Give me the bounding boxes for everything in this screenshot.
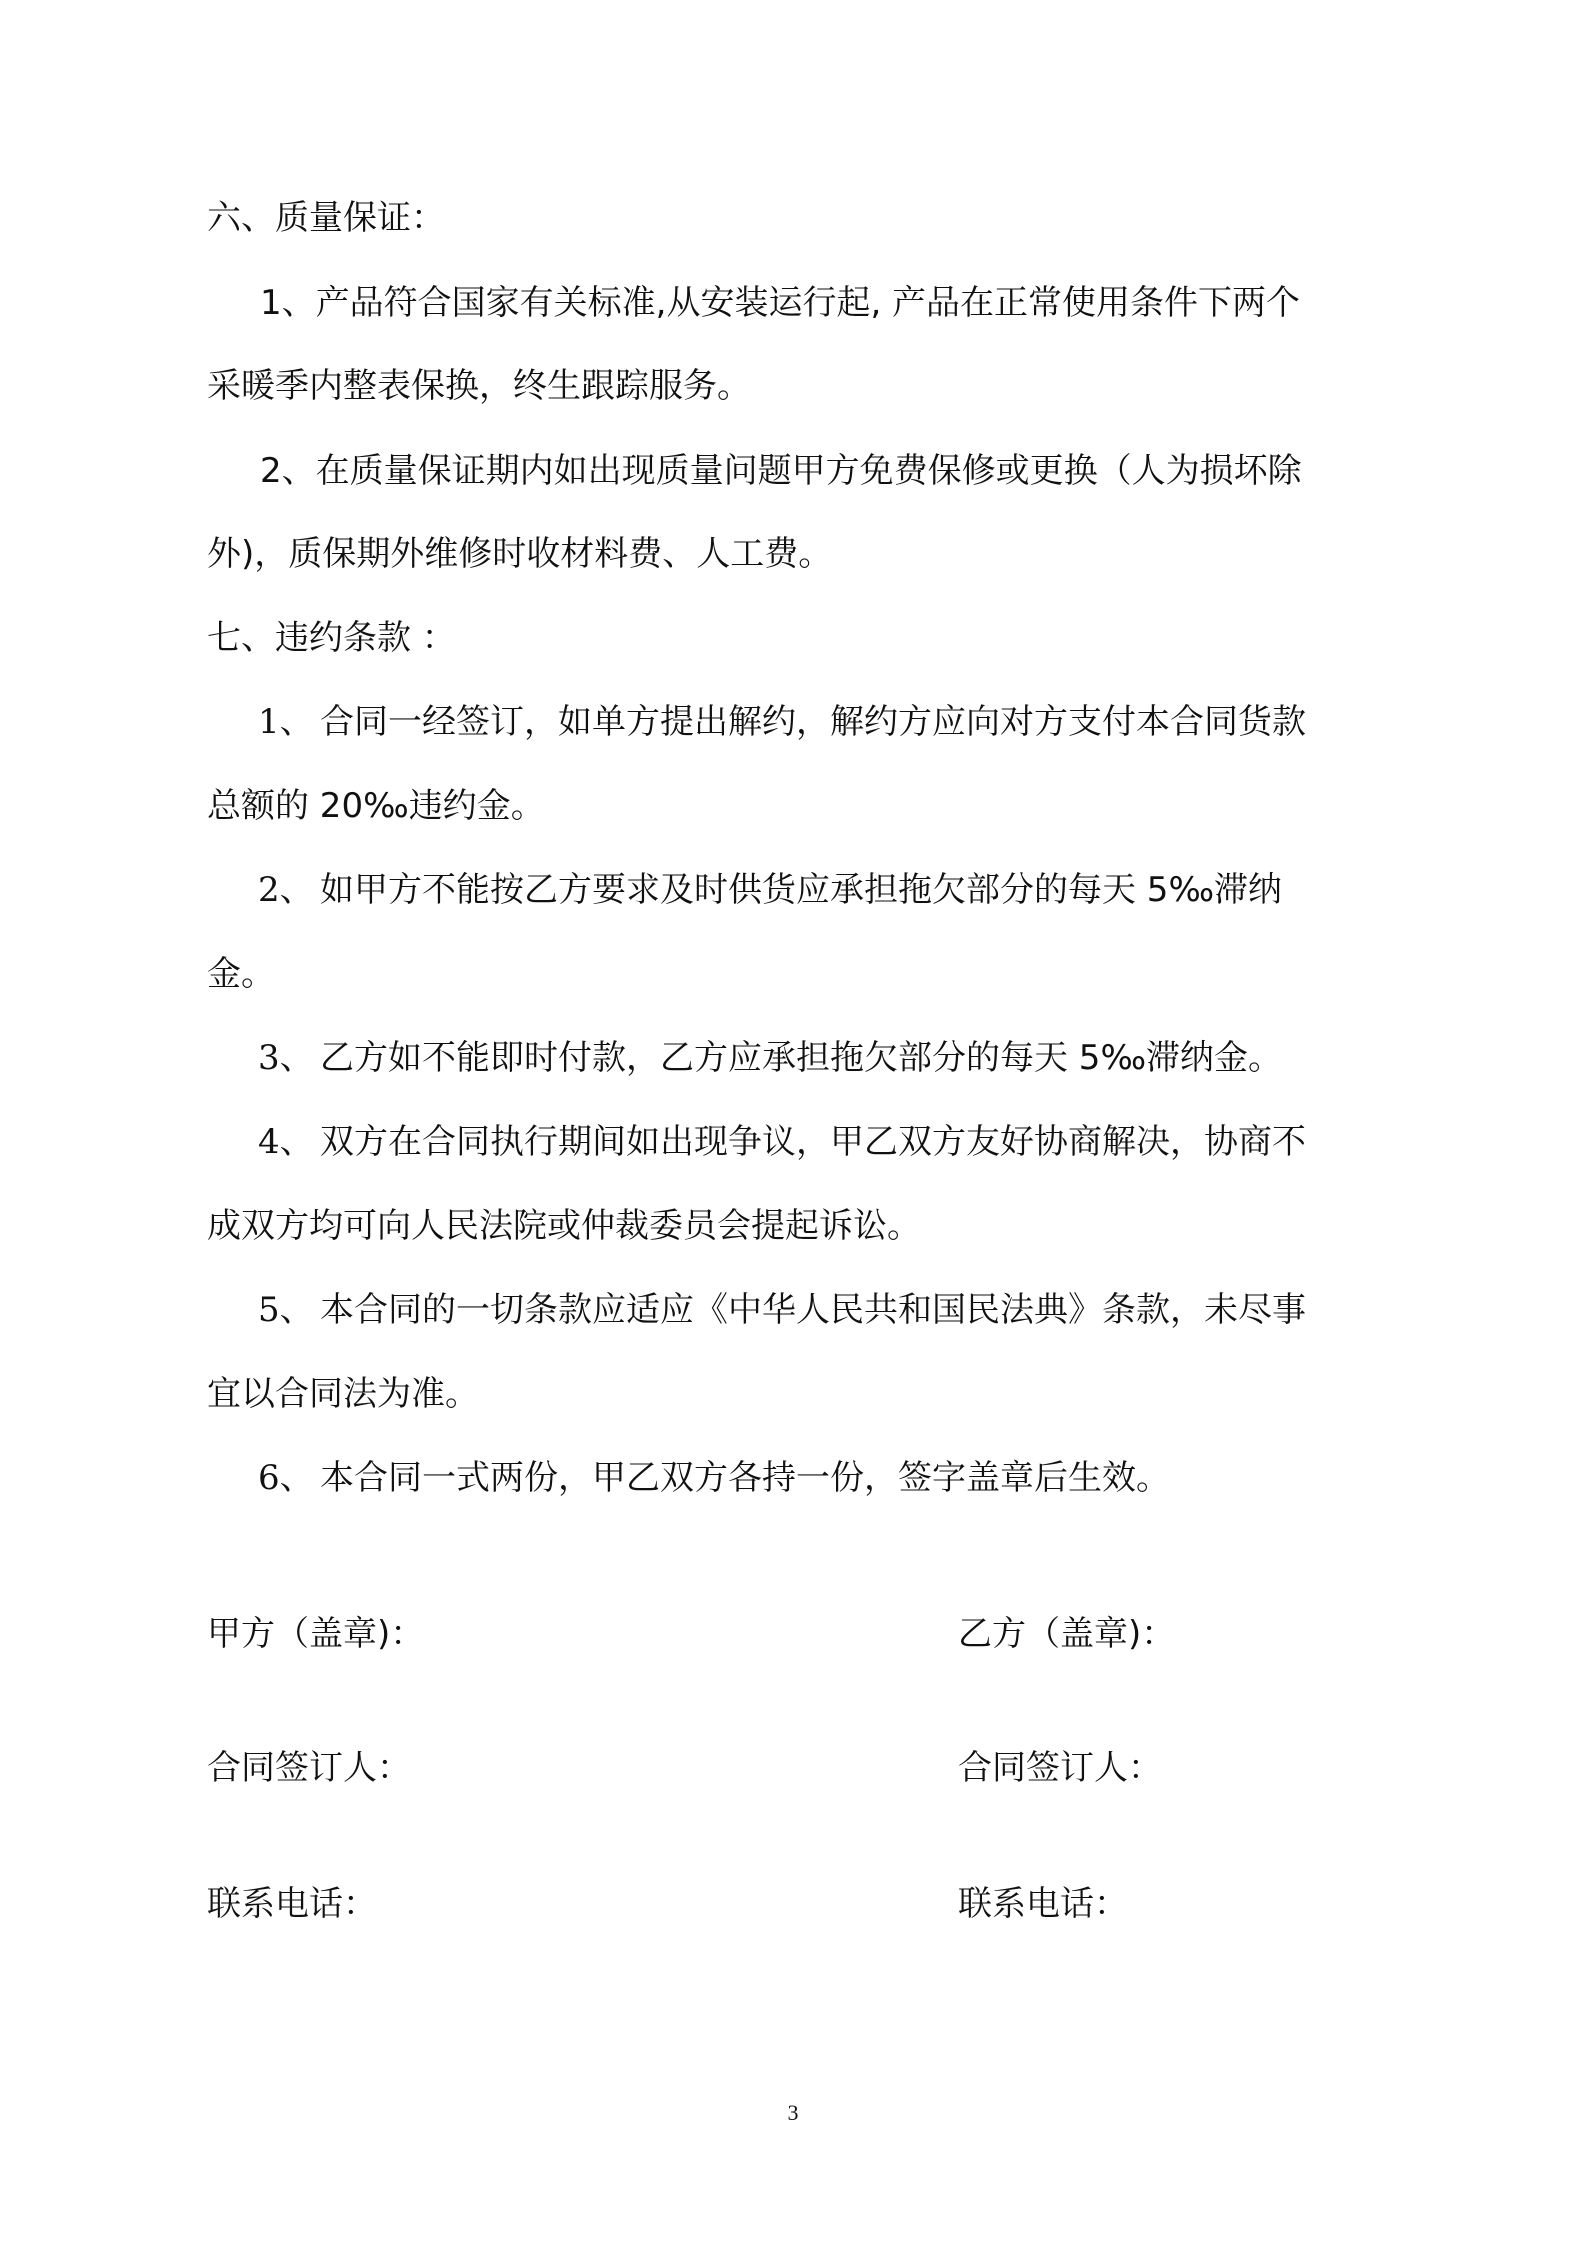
signature-row-phone — [0, 1882, 1586, 1926]
section-7-item-5-line-1: 本合同的一切条款应适应《中华人民共和国民法典》条款，未尽事 — [320, 1290, 1306, 1330]
section-7-item-4-line-2: 成双方均可向人民法院或仲裁委员会提起诉讼。 — [207, 1206, 921, 1246]
section-7-item-1-line-2: 总额的 20‰违约金。 — [207, 786, 545, 826]
section-7-item-2-line-2: 金。 — [207, 954, 275, 994]
party-a-seal-label: 甲方（盖章)： — [207, 1614, 425, 1654]
party-b-signer-label: 合同签订人： — [958, 1748, 1162, 1788]
section-7-item-6-number: 6、 — [258, 1458, 314, 1498]
section-7-item-5-number: 5、 — [258, 1290, 314, 1330]
signature-row-signer — [0, 1746, 1586, 1790]
signature-row-seal — [0, 1612, 1586, 1656]
section-6-item-2-line-2: 外)，质保期外维修时收材料费、人工费。 — [207, 534, 833, 574]
page-number: 3 — [787, 2100, 799, 2125]
party-b-phone-label: 联系电话： — [958, 1884, 1128, 1924]
section-7-title: 七、违约条款 ： — [207, 618, 456, 658]
section-7-item-3-line-1: 乙方如不能即时付款，乙方应承担拖欠部分的每天 5‰滞纳金。 — [320, 1038, 1283, 1078]
section-7-item-4-line-1: 双方在合同执行期间如出现争议，甲乙双方友好协商解决，协商不 — [320, 1122, 1306, 1162]
section-6-item-1-line-1: 1、产品符合国家有关标准,从安装运行起, 产品在正常使用条件下两个 — [260, 283, 1301, 323]
section-6-item-1-line-2: 采暖季内整表保换，终生跟踪服务。 — [207, 366, 751, 406]
section-7-item-1-line-1: 合同一经签订，如单方提出解约，解约方应向对方支付本合同货款 — [320, 702, 1306, 742]
section-7-item-6-line-1: 本合同一式两份，甲乙双方各持一份，签字盖章后生效。 — [320, 1458, 1170, 1498]
party-a-phone-label: 联系电话： — [207, 1884, 377, 1924]
section-7-item-1-number: 1、 — [258, 702, 314, 742]
party-b-seal-label: 乙方（盖章)： — [958, 1614, 1176, 1654]
section-6-item-2-line-1: 2、在质量保证期内如出现质量问题甲方免费保修或更换（人为损坏除 — [260, 451, 1302, 491]
section-7-item-4-number: 4、 — [258, 1122, 314, 1162]
section-7-item-3-number: 3、 — [258, 1038, 314, 1078]
party-a-signer-label: 合同签订人： — [207, 1748, 411, 1788]
section-7-item-2-line-1: 如甲方不能按乙方要求及时供货应承担拖欠部分的每天 5‰滞纳 — [320, 870, 1283, 910]
section-7-item-2-number: 2、 — [258, 870, 314, 910]
section-6-title: 六、质量保证： — [207, 198, 445, 238]
section-7-item-5-line-2: 宜以合同法为准。 — [207, 1374, 479, 1414]
